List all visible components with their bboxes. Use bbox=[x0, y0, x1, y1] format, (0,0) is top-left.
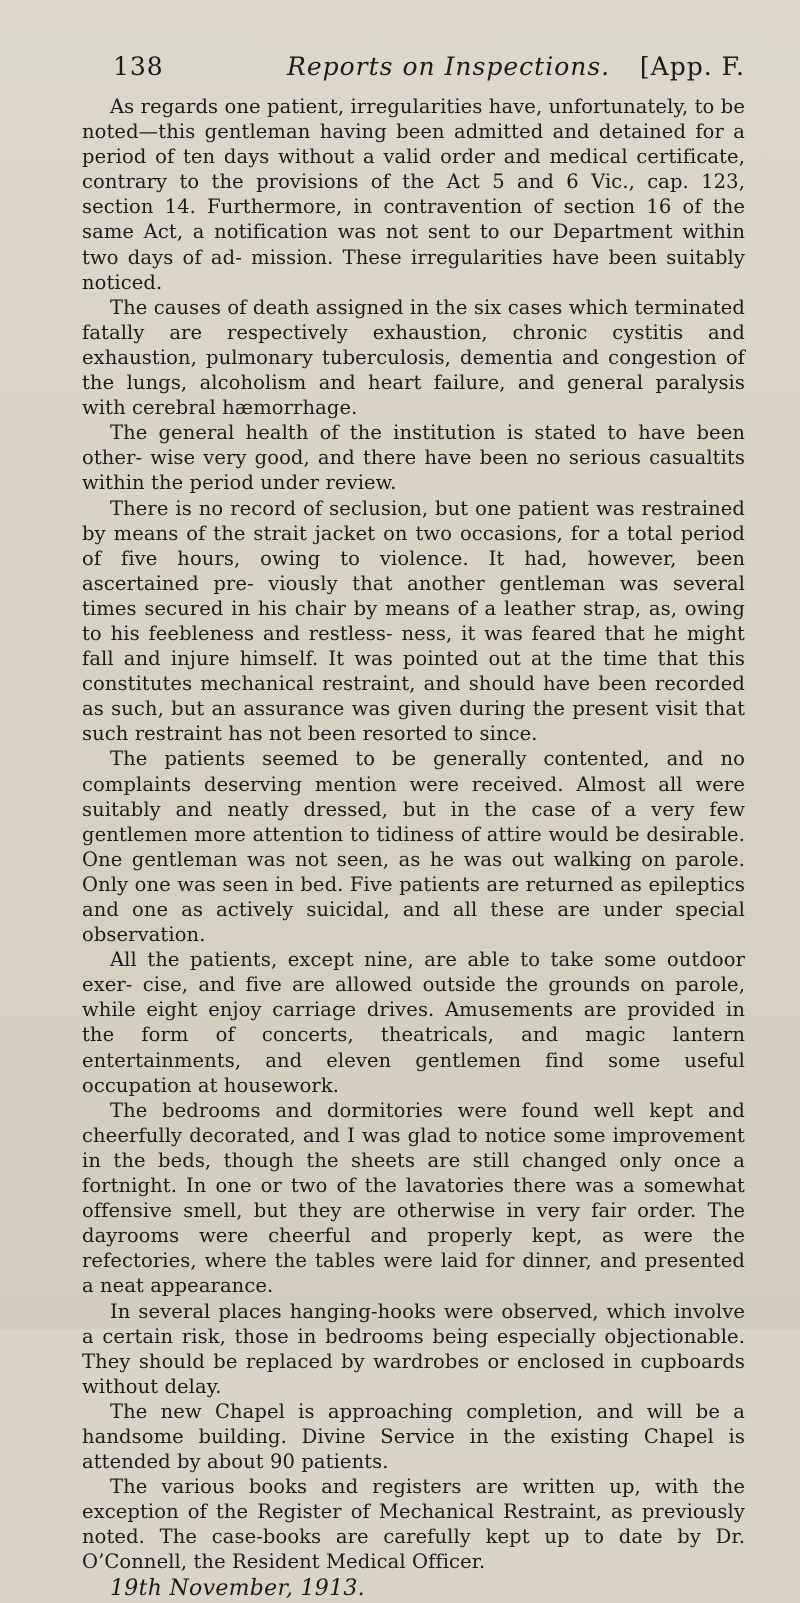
report-body bbox=[82, 94, 745, 1575]
paragraph-hanging-hooks: In several places hanging-hooks were observed, which involve a certain risk, those in bedrooms being especially objectionable. They should be replaced by wardrobes or enclosed in cupboards without delay. bbox=[82, 1299, 745, 1398]
paragraph-irregularities: As regards one patient, irregularities have, unfortunately, to be noted—this gentleman having been admitted and detained for a period of ten days without a valid order and medical certificate, contrary to the provisions of the Act 5 and 6 Vic., cap. 123, section 14. Furthermore, in contravention of section 16 of the same Act, a notification was not sent to our Department within two days of ad- mission. These irregularities have been suitably noticed. bbox=[82, 95, 745, 294]
paragraph-chapel: The new Chapel is approaching completion, and will be a handsome building. Divine Service in the existing Chapel is attended by about 90 patients. bbox=[82, 1399, 745, 1474]
paragraph-restraint: There is no record of seclusion, but one patient was restrained by means of the strait jacket on two occasions, for a total period of five hours, owing to violence. It had, however, been ascertained pre- viously that another gentleman was several times secured in his chair by means of a leather strap, as, owing to his feebleness and restless- ness, it was feared that he might fall and injure himself. It was pointed out at the time that this constitutes mechanical restraint, and should have been recorded as such, but an assurance was given during the present visit that such restraint has not been resorted to since. bbox=[82, 496, 745, 746]
page-number: 138 bbox=[113, 52, 164, 81]
paragraph-exercise-amusements: All the patients, except nine, are able to take some outdoor exer- cise, and five are allowed outside the grounds on parole, while eight enjoy carriage drives. Amusements are provided in the form of concerts, theatricals, and magic lantern entertainments, and eleven gentlemen find some useful occupation at housework. bbox=[82, 948, 745, 1097]
dateline: 19th November, 1913. bbox=[110, 1575, 365, 1601]
paragraph-general-health: The general health of the institution is stated to have been other- wise very good, and there have been no serious casualtits within the period under review. bbox=[82, 421, 745, 495]
paragraph-bedrooms-dormitories: The bedrooms and dormitories were found well kept and cheerfully decorated, and I was glad to notice some improvement in the beds, though the sheets are still changed only once a fortnight. In one or two of the lavatories there was a somewhat offensive smell, but they are otherwise in very fair order. The dayrooms were cheerful and properly kept, as were the refectories, where the tables were laid for dinner, and presented a neat appearance. bbox=[82, 1098, 745, 1298]
paragraph-patients-condition: The patients seemed to be generally contented, and no complaints deserving mention were received. Almost all were suitably and neatly dressed, but in the case of a very few gentlemen more attention to tidiness of attire would be desirable. One gentleman was not seen, as he was out walking on parole. Only one was seen in bed. Five patients are returned as epileptics and one as actively suicidal, and all these are under special observation. bbox=[82, 747, 745, 947]
page-header bbox=[82, 52, 745, 86]
paragraph-causes-of-death: The causes of death assigned in the six cases which terminated fatally are respectively exhaustion, chronic cystitis and exhaustion, pulmonary tuberculosis, dementia and congestion of the lungs, alcoholism and heart failure, and general paralysis with cerebral hæmorrhage. bbox=[82, 295, 745, 420]
paragraph-registers: The various books and registers are written up, with the exception of the Register of Mechanical Restraint, as previously noted. The case-books are carefully kept up to date by Dr. O’Connell, the Resident Medical Officer. bbox=[82, 1475, 745, 1574]
running-title: Reports on Inspections. bbox=[287, 52, 611, 81]
appendix-reference: [App. F. bbox=[639, 52, 745, 81]
